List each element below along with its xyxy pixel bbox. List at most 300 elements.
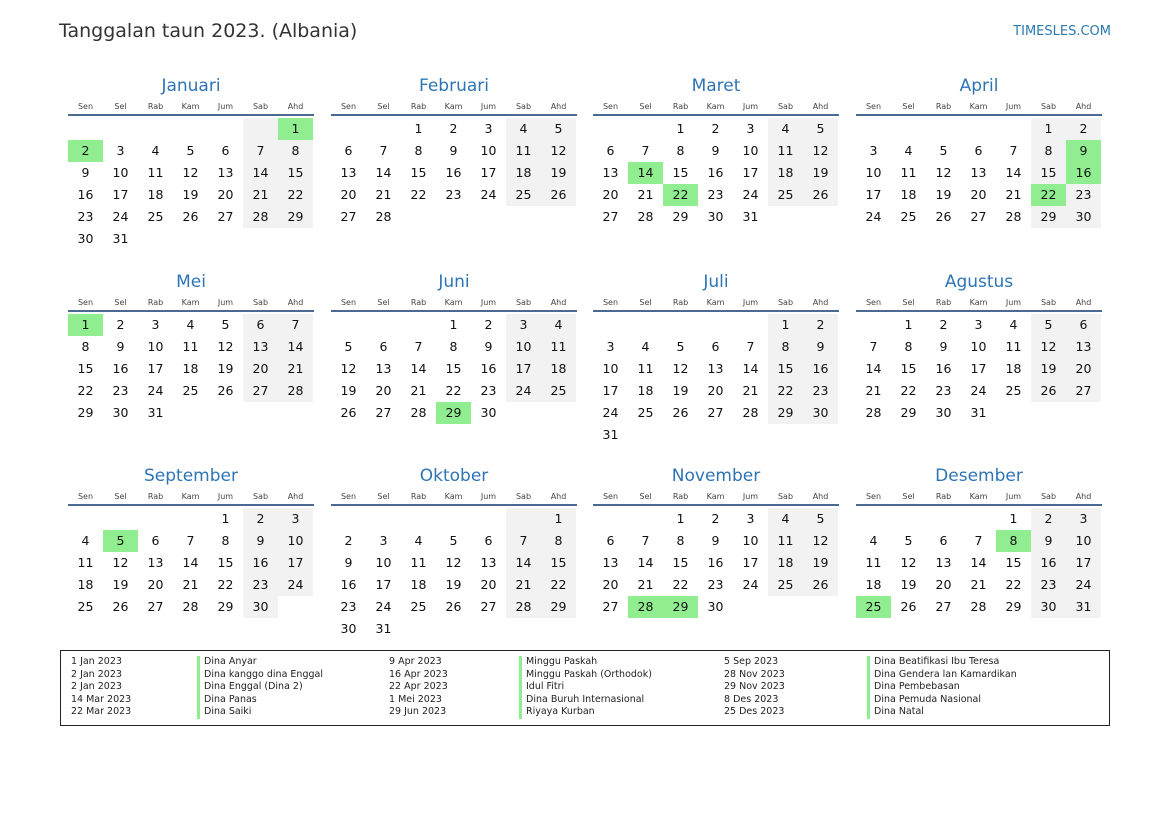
empty-day-cell	[173, 118, 208, 140]
day-cell: 12	[1031, 336, 1066, 358]
weekday-label: Sel	[902, 102, 915, 111]
day-cell: 30	[707, 209, 724, 224]
day-cell: 7	[641, 533, 650, 548]
day-cell: 26	[541, 184, 576, 206]
weekday-label: Jum	[217, 492, 234, 501]
day-cell: 14	[742, 361, 759, 376]
day-cell: 19	[900, 577, 917, 592]
weekday-label: Sel	[377, 298, 390, 307]
legend-holiday-name: Minggu Paskah (Orthodok)	[519, 669, 652, 682]
day-cell: 17	[506, 358, 541, 380]
weekday-label: Kam	[969, 492, 988, 501]
empty-day-cell	[243, 228, 278, 250]
day-cell: 18	[410, 577, 427, 592]
empty-day-cell	[173, 228, 208, 250]
day-cell: 20	[935, 577, 952, 592]
day-cell: 4	[506, 118, 541, 140]
day-cell: 19	[182, 187, 199, 202]
weekday-header	[331, 490, 577, 506]
empty-day-cell	[733, 596, 768, 618]
empty-day-cell	[173, 508, 208, 530]
day-cell: 31	[1066, 596, 1101, 618]
day-cell: 30	[480, 405, 497, 420]
day-cell: 21	[742, 383, 759, 398]
month-block	[68, 72, 314, 250]
legend-holiday-name: Dina Buruh Internasional	[519, 694, 652, 707]
day-cell: 9	[344, 555, 353, 570]
day-cell: 1	[221, 511, 230, 526]
legend-holiday-name: Dina Natal	[867, 706, 1017, 719]
day-grid	[593, 118, 838, 228]
weekday-label: Ahd	[1075, 102, 1092, 111]
day-cell: 3	[379, 533, 388, 548]
day-cell: 16	[480, 361, 497, 376]
empty-day-cell	[926, 508, 961, 530]
day-cell: 3	[278, 508, 313, 530]
day-cell: 23	[707, 577, 724, 592]
day-cell: 2	[711, 121, 720, 136]
day-cell: 15	[900, 361, 917, 376]
weekday-label: Rab	[672, 298, 689, 307]
day-cell: 9	[484, 339, 493, 354]
empty-day-cell	[698, 424, 733, 446]
day-cell: 4	[81, 533, 90, 548]
day-cell: 14	[182, 555, 199, 570]
day-cell: 18	[182, 361, 199, 376]
empty-day-cell	[366, 118, 401, 140]
day-cell: 30	[112, 405, 129, 420]
day-cell: 27	[935, 599, 952, 614]
day-cell: 2	[243, 508, 278, 530]
empty-day-cell	[331, 314, 366, 336]
day-cell: 27	[375, 405, 392, 420]
day-cell: 1	[414, 121, 423, 136]
empty-day-cell	[173, 402, 208, 424]
day-cell: 29	[278, 206, 313, 228]
day-cell: 4	[768, 508, 803, 530]
weekday-label: Ahd	[287, 102, 304, 111]
weekday-label: Sel	[639, 298, 652, 307]
day-cell: 28	[506, 596, 541, 618]
empty-day-cell	[243, 118, 278, 140]
weekday-label: Sen	[602, 298, 619, 307]
day-cell: 22	[278, 184, 313, 206]
site-link[interactable]: TIMESLES.COM	[1013, 24, 1111, 39]
month-title: Februari	[419, 76, 489, 96]
day-cell: 27	[602, 209, 619, 224]
day-cell: 29	[436, 402, 471, 424]
day-cell: 12	[803, 140, 838, 162]
day-cell: 23	[803, 380, 838, 402]
day-cell: 11	[541, 336, 576, 358]
day-cell: 17	[375, 577, 392, 592]
empty-day-cell	[856, 118, 891, 140]
day-cell: 30	[77, 231, 94, 246]
day-cell: 16	[707, 165, 724, 180]
day-cell: 19	[112, 577, 129, 592]
weekday-label: Sab	[777, 298, 794, 307]
day-cell: 5	[344, 339, 353, 354]
day-cell: 10	[865, 165, 882, 180]
day-grid	[68, 508, 313, 618]
empty-day-cell	[401, 618, 436, 640]
day-cell: 29	[900, 405, 917, 420]
day-cell: 25	[1005, 383, 1022, 398]
day-cell: 4	[186, 317, 195, 332]
day-cell: 20	[707, 383, 724, 398]
empty-day-cell	[208, 402, 243, 424]
empty-day-cell	[401, 314, 436, 336]
day-cell: 2	[484, 317, 493, 332]
weekday-label: Rab	[147, 102, 164, 111]
day-cell: 22	[663, 184, 698, 206]
empty-day-cell	[541, 618, 576, 640]
empty-day-cell	[628, 508, 663, 530]
empty-day-cell	[663, 314, 698, 336]
day-cell: 20	[340, 187, 357, 202]
day-cell: 14	[1005, 165, 1022, 180]
day-cell: 13	[243, 336, 278, 358]
empty-day-cell	[506, 508, 541, 530]
day-cell: 26	[217, 383, 234, 398]
month-block	[331, 72, 577, 228]
day-cell: 7	[869, 339, 878, 354]
empty-day-cell	[541, 206, 576, 228]
day-cell: 17	[147, 361, 164, 376]
empty-day-cell	[506, 402, 541, 424]
day-cell: 20	[602, 187, 619, 202]
month-block	[593, 462, 839, 618]
day-cell: 3	[1066, 508, 1101, 530]
weekday-label: Ahd	[1075, 492, 1092, 501]
weekday-label: Sen	[865, 298, 882, 307]
empty-day-cell	[471, 206, 506, 228]
day-cell: 27	[217, 209, 234, 224]
month-block	[856, 72, 1102, 228]
legend-date: 22 Mar 2023	[71, 706, 132, 717]
empty-day-cell	[856, 314, 891, 336]
day-cell: 1	[278, 118, 313, 140]
empty-day-cell	[961, 508, 996, 530]
empty-day-cell	[856, 508, 891, 530]
legend-holiday-name: Dina Pembebasan	[867, 681, 1017, 694]
day-cell: 19	[935, 187, 952, 202]
day-cell: 25	[637, 405, 654, 420]
legend-date: 16 Apr 2023	[389, 668, 448, 680]
day-cell: 25	[768, 574, 803, 596]
day-cell: 22	[768, 380, 803, 402]
weekday-label: Jum	[480, 298, 497, 307]
day-cell: 15	[217, 555, 234, 570]
day-cell: 29	[77, 405, 94, 420]
day-cell: 11	[147, 165, 164, 180]
day-cell: 25	[506, 184, 541, 206]
day-cell: 25	[768, 184, 803, 206]
month-title: Januari	[161, 76, 221, 96]
day-cell: 11	[865, 555, 882, 570]
legend-dates-1	[71, 656, 131, 719]
weekday-label: Jum	[217, 102, 234, 111]
empty-day-cell	[278, 596, 313, 618]
day-cell: 18	[77, 577, 94, 592]
day-cell: 13	[602, 555, 619, 570]
day-cell: 7	[379, 143, 388, 158]
day-cell: 10	[147, 339, 164, 354]
legend-names-3	[867, 656, 1017, 719]
day-cell: 25	[182, 383, 199, 398]
empty-day-cell	[278, 228, 313, 250]
day-cell: 6	[484, 533, 493, 548]
day-cell: 3	[974, 317, 983, 332]
holiday-legend	[60, 650, 1110, 726]
day-cell: 28	[970, 599, 987, 614]
weekday-header	[593, 296, 839, 312]
day-cell: 15	[768, 358, 803, 380]
day-cell: 25	[900, 209, 917, 224]
day-cell: 18	[900, 187, 917, 202]
weekday-label: Jum	[742, 102, 759, 111]
day-cell: 8	[449, 339, 458, 354]
weekday-label: Rab	[147, 298, 164, 307]
day-cell: 5	[449, 533, 458, 548]
day-cell: 9	[939, 339, 948, 354]
weekday-label: Rab	[935, 298, 952, 307]
weekday-label: Sab	[1040, 492, 1057, 501]
day-cell: 30	[340, 621, 357, 636]
empty-day-cell	[891, 118, 926, 140]
day-cell: 13	[375, 361, 392, 376]
day-cell: 16	[243, 552, 278, 574]
empty-day-cell	[628, 314, 663, 336]
weekday-label: Jum	[742, 298, 759, 307]
weekday-label: Kam	[969, 102, 988, 111]
day-cell: 17	[865, 187, 882, 202]
empty-day-cell	[68, 118, 103, 140]
day-cell: 3	[151, 317, 160, 332]
month-title: Oktober	[419, 466, 489, 486]
weekday-label: Kam	[444, 102, 463, 111]
day-cell: 6	[1066, 314, 1101, 336]
empty-day-cell	[138, 118, 173, 140]
day-grid	[856, 314, 1101, 424]
weekday-label: Ahd	[812, 492, 829, 501]
weekday-label: Sel	[114, 492, 127, 501]
day-cell: 7	[186, 533, 195, 548]
day-cell: 27	[340, 209, 357, 224]
empty-day-cell	[401, 206, 436, 228]
weekday-label: Sen	[77, 298, 94, 307]
day-cell: 15	[672, 555, 689, 570]
empty-day-cell	[996, 402, 1031, 424]
empty-day-cell	[401, 508, 436, 530]
day-cell: 16	[445, 165, 462, 180]
weekday-label: Ahd	[550, 102, 567, 111]
empty-day-cell	[208, 228, 243, 250]
day-cell: 2	[711, 511, 720, 526]
day-cell: 18	[1005, 361, 1022, 376]
day-cell: 14	[410, 361, 427, 376]
weekday-label: Ahd	[287, 492, 304, 501]
day-cell: 26	[803, 574, 838, 596]
day-cell: 26	[672, 405, 689, 420]
day-cell: 12	[935, 165, 952, 180]
day-cell: 18	[637, 383, 654, 398]
day-grid	[593, 508, 838, 618]
day-cell: 23	[112, 383, 129, 398]
legend-date: 5 Sep 2023	[724, 656, 779, 667]
day-cell: 23	[1031, 574, 1066, 596]
day-cell: 23	[935, 383, 952, 398]
month-title: Agustus	[944, 272, 1014, 292]
day-cell: 8	[541, 530, 576, 552]
weekday-label: Kam	[706, 492, 725, 501]
weekday-header	[68, 100, 314, 116]
day-cell: 17	[970, 361, 987, 376]
day-cell: 5	[186, 143, 195, 158]
day-cell: 23	[1066, 184, 1101, 206]
day-cell: 16	[112, 361, 129, 376]
page-title: Tanggalan taun 2023. (Albania)	[59, 20, 358, 42]
day-cell: 15	[672, 165, 689, 180]
day-cell: 9	[711, 143, 720, 158]
day-cell: 24	[480, 187, 497, 202]
day-cell: 18	[506, 162, 541, 184]
weekday-label: Kam	[969, 298, 988, 307]
weekday-label: Sel	[639, 102, 652, 111]
weekday-header	[331, 296, 577, 312]
day-cell: 13	[217, 165, 234, 180]
legend-date: 1 Mei 2023	[389, 693, 442, 705]
empty-day-cell	[1031, 402, 1066, 424]
day-cell: 16	[340, 577, 357, 592]
day-cell: 17	[112, 187, 129, 202]
day-cell: 19	[217, 361, 234, 376]
day-cell: 20	[970, 187, 987, 202]
day-cell: 6	[606, 533, 615, 548]
weekday-label: Kam	[444, 298, 463, 307]
day-cell: 5	[939, 143, 948, 158]
legend-holiday-name: Dina Enggal (Dina 2)	[197, 681, 323, 694]
day-cell: 28	[243, 206, 278, 228]
day-cell: 14	[243, 162, 278, 184]
day-cell: 17	[602, 383, 619, 398]
day-cell: 12	[541, 140, 576, 162]
day-cell: 6	[151, 533, 160, 548]
weekday-label: Sen	[340, 298, 357, 307]
day-cell: 10	[742, 533, 759, 548]
day-cell: 28	[410, 405, 427, 420]
day-grid	[331, 314, 576, 424]
day-cell: 21	[243, 184, 278, 206]
day-cell: 27	[243, 380, 278, 402]
empty-day-cell	[593, 118, 628, 140]
weekday-label: Sab	[1040, 102, 1057, 111]
day-cell: 5	[541, 118, 576, 140]
empty-day-cell	[926, 118, 961, 140]
legend-date: 29 Jun 2023	[389, 706, 447, 717]
day-cell: 16	[803, 358, 838, 380]
month-block	[593, 268, 839, 446]
weekday-label: Rab	[410, 298, 427, 307]
legend-date: 25 Des 2023	[724, 706, 785, 717]
day-cell: 6	[221, 143, 230, 158]
weekday-label: Rab	[935, 102, 952, 111]
day-cell: 9	[81, 165, 90, 180]
day-cell: 4	[541, 314, 576, 336]
day-cell: 26	[445, 599, 462, 614]
day-cell: 12	[803, 530, 838, 552]
day-cell: 24	[865, 209, 882, 224]
empty-day-cell	[436, 618, 471, 640]
empty-day-cell	[768, 596, 803, 618]
weekday-label: Sab	[252, 492, 269, 501]
day-cell: 10	[278, 530, 313, 552]
weekday-label: Sen	[340, 102, 357, 111]
day-grid	[68, 314, 313, 424]
day-cell: 9	[1031, 530, 1066, 552]
day-cell: 8	[676, 533, 685, 548]
empty-day-cell	[803, 596, 838, 618]
legend-date: 2 Jan 2023	[71, 668, 122, 680]
day-cell: 27	[480, 599, 497, 614]
month-block	[593, 72, 839, 228]
empty-day-cell	[138, 508, 173, 530]
weekday-label: Jum	[1005, 492, 1022, 501]
day-cell: 15	[410, 165, 427, 180]
day-cell: 20	[243, 358, 278, 380]
day-cell: 17	[480, 165, 497, 180]
day-cell: 20	[217, 187, 234, 202]
day-cell: 16	[935, 361, 952, 376]
day-cell: 24	[602, 405, 619, 420]
day-cell: 1	[541, 508, 576, 530]
day-cell: 3	[484, 121, 493, 136]
day-cell: 1	[68, 314, 103, 336]
day-cell: 8	[221, 533, 230, 548]
weekday-label: Ahd	[550, 492, 567, 501]
day-cell: 30	[803, 402, 838, 424]
day-cell: 21	[637, 577, 654, 592]
weekday-label: Kam	[706, 102, 725, 111]
weekday-label: Sab	[515, 492, 532, 501]
day-cell: 20	[1066, 358, 1101, 380]
day-cell: 28	[1005, 209, 1022, 224]
day-cell: 21	[182, 577, 199, 592]
day-cell: 25	[856, 596, 891, 618]
day-cell: 26	[1031, 380, 1066, 402]
day-cell: 20	[375, 383, 392, 398]
weekday-label: Sel	[377, 492, 390, 501]
day-cell: 11	[900, 165, 917, 180]
weekday-header	[68, 296, 314, 312]
day-cell: 9	[711, 533, 720, 548]
day-cell: 6	[344, 143, 353, 158]
weekday-label: Sab	[515, 298, 532, 307]
legend-date: 29 Nov 2023	[724, 681, 785, 692]
day-cell: 28	[182, 599, 199, 614]
empty-day-cell	[506, 618, 541, 640]
month-block	[331, 462, 577, 640]
legend-holiday-name: Idul Fitri	[519, 681, 652, 694]
day-cell: 4	[414, 533, 423, 548]
weekday-label: Kam	[444, 492, 463, 501]
weekday-label: Kam	[181, 102, 200, 111]
day-cell: 22	[445, 383, 462, 398]
day-cell: 4	[1009, 317, 1018, 332]
day-cell: 24	[375, 599, 392, 614]
legend-date: 22 Apr 2023	[389, 681, 448, 692]
day-cell: 13	[935, 555, 952, 570]
